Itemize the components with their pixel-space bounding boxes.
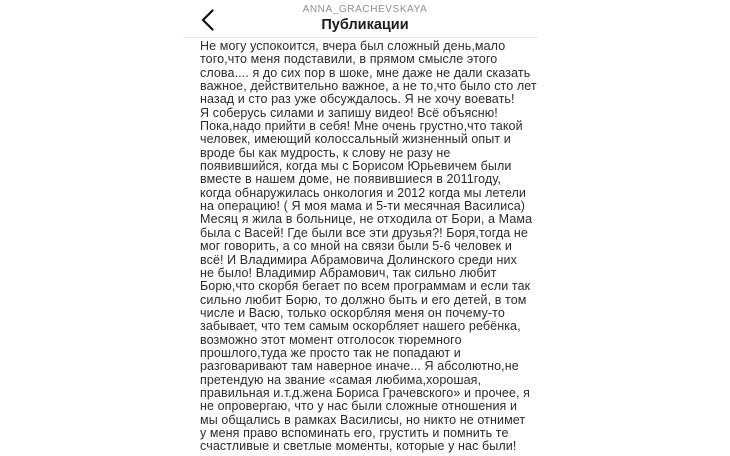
post-text-line: Не могу успокоится, вчера был сложный день,мало: [200, 39, 506, 53]
post-text-line: мы общались в рамках Василисы, но никто не отнимет: [200, 412, 526, 427]
post-text-line: правильная и.т.д.жена Бориса Грачевского» и прочее, я: [200, 385, 531, 400]
post-text-line: разговаривают там наверное иначе... Я абсолютно,не: [200, 359, 519, 374]
post-text-line: возможно этот момент отголосок тюремного: [200, 332, 462, 347]
post-text-line: того,что меня подставили, в прямом смысле этого: [200, 52, 498, 67]
post-text-line: назад и сто раз уже обсуждалось. Я не хочу воевать!: [200, 92, 515, 107]
post-text-line: Пока,надо прийти в себя! Мне очень грустно,что такой: [200, 119, 523, 134]
post-text-line: важное, действительно важное, а не то,что было сто лет: [200, 79, 537, 94]
post-text-line: человек, имеющий колоссальный жизненный опыт и: [200, 132, 511, 147]
post-text-line: счастливые и светлые моменты, которые у нас были!: [200, 439, 517, 454]
page-title: Публикации: [321, 17, 409, 33]
header-divider: [183, 37, 538, 38]
post-text-line: не было! Владимир Абрамович, так сильно любит: [200, 265, 497, 280]
post-text-line: числе и Васю, только оскорбляя меня он почему-то: [200, 305, 505, 320]
post-text-line: когда обнаружилась онкология и 2012 когда мы летели: [200, 185, 526, 200]
post-text-line: вместе в нашем доме, не появившиеся в 2011году,: [200, 172, 502, 187]
header-center: [0, 0, 730, 33]
post-text-line: не опровергаю, что у нас были сложные отношения и: [200, 399, 518, 414]
post-text-line: сильно любит Борю, то должно быть и его детей, в том: [200, 292, 527, 307]
post-text-line: забывает, что тем самым оскорбляет нашего ребёнка,: [200, 319, 521, 334]
post-text-line: прошлого,туда же просто так не попадают и: [200, 345, 461, 360]
post-text-line: Месяц я жила в больнице, не отходила от Бори, а Мама: [200, 212, 533, 227]
header-username: ANNA_GRACHEVSKAYA: [302, 4, 428, 15]
header: [0, 0, 730, 38]
post-text-line: Борю,что скорбя бегает по всем программам и если так: [200, 279, 531, 294]
post-text-line: появившийся, когда мы с Борисом Юрьевичем были: [200, 159, 512, 174]
post-text-line: Я соберусь силами и запишу видео! Всё объясню!: [200, 105, 498, 120]
post-text-line: мог говорить, а со мной на связи были 5-6 человек и: [200, 239, 512, 254]
post-text-line: претендую на звание «самая любима,хорошая,: [200, 372, 482, 387]
post-text-line: всё! И Владимира Абрамовича Долинского среди них: [200, 252, 517, 267]
post-text-line: была с Васей! Где были все эти друзья?! Боря,тогда не: [200, 225, 528, 240]
post-text-line: вроде бы как мудрость, к слову не разу не: [200, 145, 451, 160]
post-text-line: слова.... я до сих пор в шоке, мне даже не дали сказать: [200, 65, 531, 80]
post-text-line: у меня право вспоминать его, грустить и помнить те: [200, 425, 509, 440]
post-text: [200, 40, 545, 454]
post-text-line: на операцию! ( Я моя мама и 5-ти месячная Василиса): [200, 199, 526, 214]
